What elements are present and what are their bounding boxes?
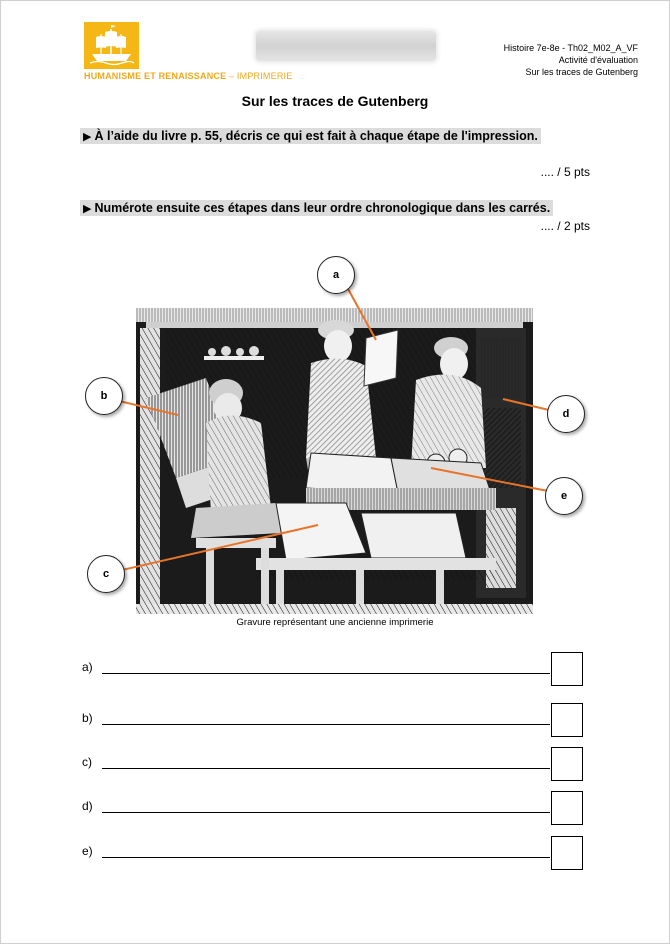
logo-section: IMPRIMERIE [236,71,293,81]
answer-row-a [0,652,670,686]
instruction-describe [80,128,541,144]
answer-label: e) [82,844,93,858]
order-box-a[interactable] [551,652,583,686]
instruction-number [80,200,553,216]
answer-row-d [0,791,670,825]
logo-text [84,71,292,81]
order-box-d[interactable] [551,791,583,825]
order-box-b[interactable] [551,703,583,737]
points-describe: .... / 5 pts [540,165,590,179]
answer-label: c) [82,755,92,769]
answer-row-e [0,836,670,870]
order-box-c[interactable] [551,747,583,781]
callout-e: e [545,477,583,515]
answer-row-b [0,703,670,737]
answer-label: d) [82,799,93,813]
instruction-text: À l’aide du livre p. 55, décris ce qui est fait à chaque étape de l'impression. [94,129,538,143]
logo [84,22,139,69]
callout-d: d [547,395,585,433]
instruction-text: Numérote ensuite ces étapes dans leur ordre chronologique dans les carrés. [94,201,551,215]
page-title: Sur les traces de Gutenberg [241,93,429,109]
answer-row-c [0,747,670,781]
answer-label: b) [82,711,93,725]
order-box-e[interactable] [551,836,583,870]
points-number: .... / 2 pts [540,219,590,233]
arrow-icon: ▶ [83,131,92,143]
header-activity: Activité d'évaluation [558,55,638,65]
answer-line-a[interactable] [102,673,550,674]
arrow-icon: ▶ [83,203,92,215]
redacted-block [256,31,436,61]
printing-shop-engraving [136,308,533,614]
header-course: Histoire 7e-8e - Th02_M02_A_VF [503,43,638,53]
logo-separator: – [226,71,237,81]
ship-icon [84,22,139,69]
logo-brand: HUMANISME ET RENAISSANCE [84,71,227,81]
answer-line-d[interactable] [102,812,550,813]
callout-b: b [85,377,123,415]
answer-line-b[interactable] [102,724,550,725]
header-topic: Sur les traces de Gutenberg [525,67,638,77]
callout-a: a [317,256,355,294]
figure-caption: Gravure représentant une ancienne imprimerie [236,617,434,628]
callout-c: c [87,555,125,593]
answer-label: a) [82,660,93,674]
answer-line-c[interactable] [102,768,550,769]
document-header [504,42,638,78]
answer-line-e[interactable] [102,857,550,858]
